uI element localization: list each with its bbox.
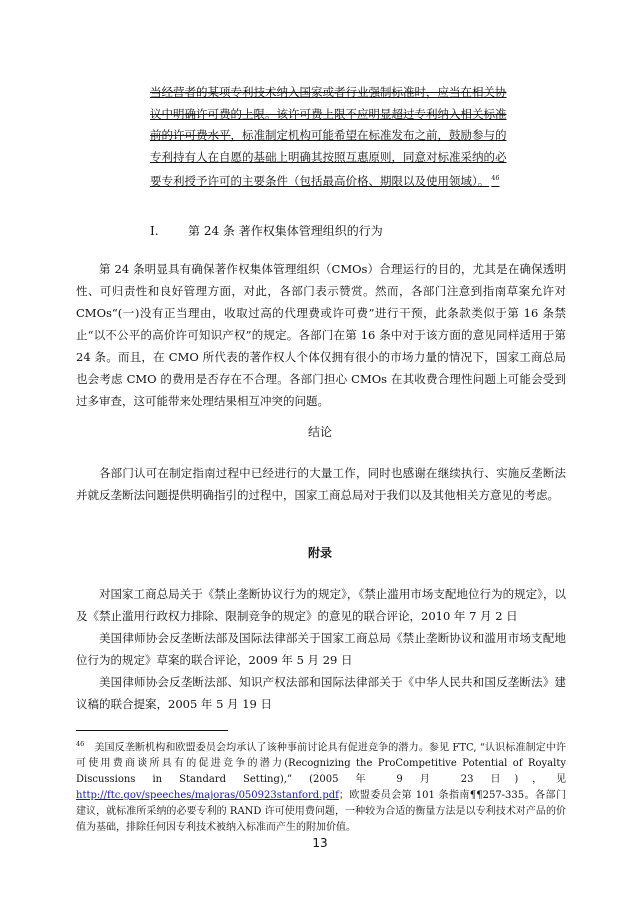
section-title: 第 24 条 著作权集体管理组织的行为	[188, 224, 383, 238]
footnote-text-continued: ；欧盟委员会第 101 条指南¶¶257-335。各部门建议，就标准所采纳的必要专利的 RAND 许可使用费问题，一种较为合适的衡量方法是以专利技术对产品的价值为基础，排除任何因专利技术被纳入标准而产生的附加价值。	[76, 790, 566, 834]
struck-through-text: 当经营者的某项专利技术纳入国家或者行业强制标准时，应当在相关协议中明确许可费的上限。该许可费上限不应明显超过专利纳入相关标准前的许可费水平	[150, 85, 507, 142]
footnote-text: 美国反垄断机构和欧盟委员会均承认了该种事前讨论具有促进竞争的潜力。参见 FTC, “认识标准制定中许可使用费商谈所具有的促进竞争的潜力(Recognizing the ProCompetitive Potential of Royalty Discussions in Standard Setting),” (2005 年 9 月 23 日)，见	[76, 742, 566, 786]
appendix-item: 美国律师协会反垄断法部、知识产权法部和国际法律部关于《中华人民共和国反垄断法》建议稿的联合提案，2005 年 5 月 19 日	[76, 675, 566, 711]
paragraph-article-24: 第 24 条明显具有确保著作权集体管理组织（CMOs）合理运行的目的，尤其是在确保透明性、可归责性和良好管理方面，对此，各部门表示赞赏。然而，各部门注意到指南草案允许对 CMOs“(一)没有正当理由，收取过高的代理费或许可费”进行干预，此条款类似于第 16 条禁止“以不公平的高价许可知识产权”的规定。各部门在第 16 条中对于该方面的意见同样适用于第 24 条。而且，在 CMO 所代表的著作权人个体仅拥有很小的市场力量的情况下，国家工商总局也会考虑 CMO 的费用是否存在不合理。各部门担心 CMOs 在其收费合理性问题上可能会受到过多审查，这可能带来处理结果相互冲突的问题。	[76, 262, 566, 408]
paragraph-conclusion: 各部门认可在制定指南过程中已经进行的大量工作，同时也感谢在继续执行、实施反垄断法并就反垄断法问题提供明确指引的过程中，国家工商总局对于我们以及其他相关方意见的考虑。	[76, 466, 566, 502]
quoted-guideline-text	[150, 82, 508, 192]
appendix-item: 美国律师协会反垄断法部及国际法律部关于国家工商总局《禁止垄断协议和滥用市场支配地位行为的规定》草案的联合评论，2009 年 5 月 29 日	[76, 631, 566, 667]
footnote-reference[interactable]: 46	[491, 174, 500, 182]
section-number: I.	[150, 224, 159, 238]
footnote-divider	[76, 730, 228, 731]
underlined-inserted-text: ，标准制定机构可能希望在标准发布之前，鼓励参与的专利持有人在自愿的基础上明确其按照互惠原则，同意对标准采纳的必要专利授予许可的主要条件（包括最高价格、期限以及使用领域）。	[150, 128, 507, 188]
section-heading	[150, 221, 550, 241]
appendix-item: 对国家工商总局关于《禁止垄断协议行为的规定》，《禁止滥用市场支配地位行为的规定》，以及《禁止滥用行政权力排除、限制竞争的规定》的意见的联合评论，2010 年 7 月 2 日	[76, 587, 566, 623]
appendix-heading: 附录	[307, 546, 332, 560]
footnote	[76, 736, 566, 836]
conclusion-heading: 结论	[307, 425, 332, 439]
footnote-mark: 46	[76, 740, 85, 748]
appendix-list	[76, 583, 566, 715]
page-number: 13	[312, 836, 328, 850]
footnote-link[interactable]: http://ftc.gov/speeches/majoras/050923stanford.pdf	[76, 790, 339, 802]
